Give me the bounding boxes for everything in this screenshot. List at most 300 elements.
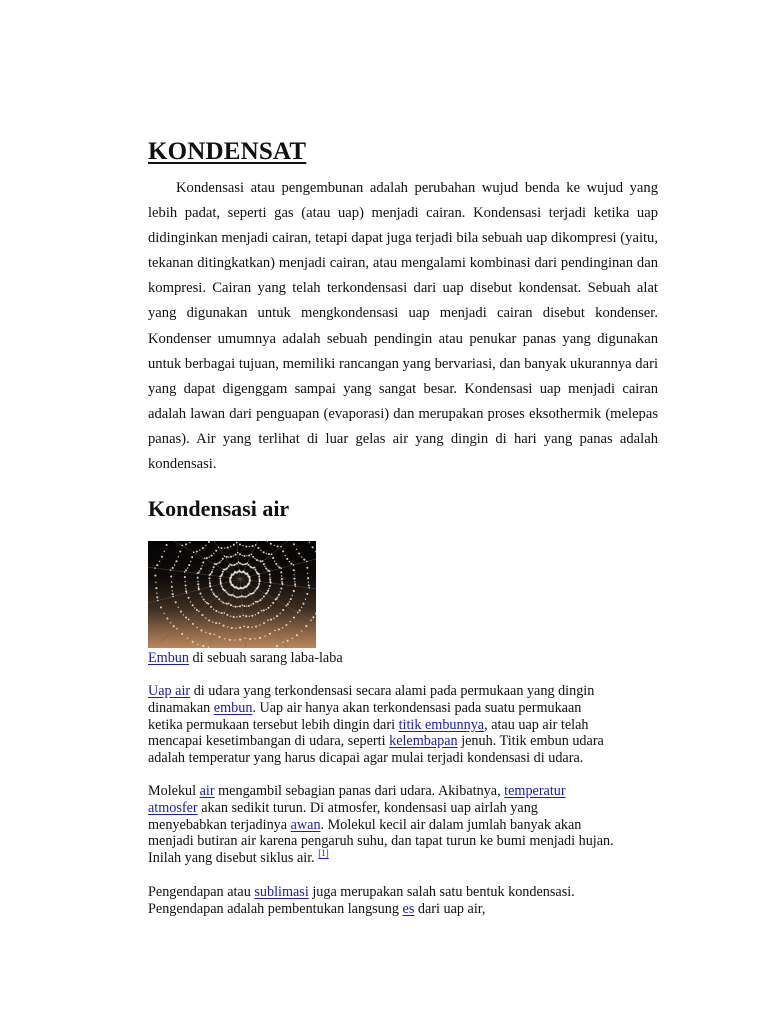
dew-drop bbox=[259, 637, 261, 639]
dew-drop bbox=[224, 603, 225, 604]
dew-drop bbox=[185, 581, 186, 582]
embun-link[interactable]: embun bbox=[213, 699, 253, 716]
dew-drop bbox=[200, 568, 202, 570]
dew-drop bbox=[213, 609, 214, 610]
dew-drop bbox=[219, 578, 221, 580]
dew-drop bbox=[204, 558, 205, 559]
dew-drop bbox=[295, 585, 296, 586]
text-line bbox=[148, 884, 668, 901]
dew-drop bbox=[166, 544, 168, 546]
dew-drop bbox=[220, 601, 221, 602]
dew-drop bbox=[308, 584, 310, 586]
dew-drop bbox=[270, 605, 271, 606]
dew-drop bbox=[254, 569, 256, 571]
dew-drop bbox=[261, 610, 262, 611]
dew-drop bbox=[154, 575, 156, 577]
dew-drop bbox=[251, 626, 252, 627]
dew-drop bbox=[187, 567, 188, 568]
dew-drop bbox=[230, 616, 231, 617]
text-run: . Molekul kecil air dalam jumlah banyak akan bbox=[320, 816, 582, 833]
dew-drop bbox=[159, 561, 160, 562]
text-run: Pengendapan adalah pembentukan langsung bbox=[148, 900, 403, 917]
dew-drop bbox=[208, 619, 210, 621]
dew-drop bbox=[208, 603, 209, 604]
dew-drop bbox=[200, 629, 202, 631]
dew-drop bbox=[194, 607, 195, 608]
dew-drop bbox=[301, 607, 302, 608]
dew-drop bbox=[236, 616, 237, 617]
dew-drop bbox=[272, 557, 274, 559]
dew-drop bbox=[172, 593, 174, 595]
dew-drop bbox=[205, 617, 206, 618]
dew-drop bbox=[267, 620, 268, 621]
text-run: menyebabkan terjadinya bbox=[148, 816, 291, 833]
dew-drop bbox=[202, 645, 204, 647]
dew-drop bbox=[190, 601, 191, 602]
dew-drop bbox=[196, 550, 198, 552]
dew-drop bbox=[264, 566, 265, 567]
dew-drop bbox=[267, 541, 268, 542]
dew-drop bbox=[307, 577, 309, 579]
dew-drop bbox=[275, 563, 277, 565]
dew-drop bbox=[236, 562, 238, 564]
temperatur-link[interactable]: temperatur bbox=[504, 783, 566, 799]
text-line: menjadi butiran air karena pengaruh suhu, dan tapat turun ke bumi menjadi hujan. bbox=[148, 833, 614, 850]
dew-drop bbox=[242, 563, 244, 565]
dew-drop bbox=[267, 607, 269, 609]
dew-drop bbox=[218, 612, 219, 613]
dew-drop bbox=[202, 561, 204, 563]
dew-drop bbox=[258, 575, 260, 577]
dew-drop bbox=[296, 634, 298, 636]
dew-drop bbox=[268, 588, 269, 589]
dew-drop bbox=[203, 598, 205, 600]
dew-drop bbox=[306, 567, 308, 569]
dew-drop bbox=[270, 543, 272, 545]
dew-drop bbox=[302, 603, 304, 605]
dew-drop bbox=[252, 603, 254, 605]
dew-drop bbox=[213, 553, 214, 554]
dew-drop bbox=[293, 543, 295, 545]
dew-drop bbox=[296, 549, 297, 550]
dew-drop bbox=[274, 630, 275, 631]
dew-drop bbox=[191, 556, 193, 558]
dew-drop bbox=[197, 577, 199, 579]
dew-drop bbox=[244, 626, 245, 627]
dew-drop bbox=[262, 560, 263, 561]
dew-drop bbox=[210, 606, 212, 608]
spiderweb-illustration bbox=[148, 541, 316, 648]
dew-drop bbox=[212, 592, 213, 593]
dew-drop bbox=[185, 584, 187, 586]
dew-drop bbox=[263, 609, 265, 611]
dew-drop bbox=[309, 587, 310, 588]
dew-drop bbox=[215, 610, 217, 612]
dew-drop bbox=[290, 621, 291, 622]
dew-drop bbox=[157, 600, 158, 601]
dew-drop bbox=[247, 563, 248, 564]
paragraph-pengendapan bbox=[148, 884, 668, 918]
es-link[interactable]: es bbox=[402, 900, 415, 917]
text-run: , atau uap air telah bbox=[484, 716, 589, 733]
dew-drop bbox=[224, 547, 225, 548]
dew-drop bbox=[192, 604, 194, 606]
dew-drop bbox=[276, 645, 278, 647]
dew-drop bbox=[215, 622, 217, 624]
dew-drop bbox=[301, 630, 302, 631]
dew-drop bbox=[156, 593, 157, 594]
dew-drop bbox=[297, 612, 298, 613]
dew-drop bbox=[234, 639, 235, 640]
dew-drop bbox=[269, 571, 270, 572]
dew-drop bbox=[227, 593, 228, 594]
dew-drop bbox=[233, 555, 234, 556]
text-line bbox=[148, 783, 668, 800]
dew-drop bbox=[239, 627, 241, 629]
dew-drop bbox=[245, 638, 246, 639]
dew-drop bbox=[281, 578, 283, 580]
dew-drop bbox=[254, 558, 255, 559]
dew-drop bbox=[208, 577, 210, 579]
dew-drop bbox=[222, 573, 223, 574]
dew-drop bbox=[184, 576, 186, 578]
text-run: dinamakan bbox=[148, 699, 214, 716]
web-thread bbox=[240, 579, 295, 648]
dew-drop bbox=[211, 571, 213, 573]
dew-drop bbox=[217, 563, 218, 564]
dew-drop bbox=[309, 542, 310, 543]
dew-drop bbox=[269, 573, 271, 575]
dew-drop bbox=[262, 598, 263, 599]
dew-drop bbox=[198, 586, 199, 587]
dew-drop bbox=[270, 619, 272, 621]
dew-drop bbox=[269, 578, 271, 580]
dew-drop bbox=[256, 559, 258, 561]
dew-drop bbox=[155, 587, 157, 589]
dew-drop bbox=[298, 552, 300, 554]
dew-drop bbox=[221, 585, 223, 587]
dew-drop bbox=[245, 545, 247, 547]
dew-drop bbox=[239, 605, 241, 607]
dew-drop bbox=[208, 541, 210, 543]
dew-drop bbox=[268, 553, 270, 555]
dew-drop bbox=[233, 616, 235, 618]
dew-drop bbox=[236, 542, 237, 543]
dew-drop bbox=[156, 596, 158, 598]
dew-drop bbox=[198, 571, 200, 573]
dew-drop bbox=[218, 547, 219, 548]
dew-drop bbox=[247, 564, 249, 566]
dew-drop bbox=[269, 577, 270, 578]
dew-drop bbox=[179, 550, 181, 552]
dew-drop bbox=[263, 551, 265, 553]
dew-drop bbox=[246, 606, 247, 607]
dew-drop bbox=[219, 623, 220, 624]
dew-drop bbox=[285, 624, 287, 626]
dew-drop bbox=[293, 590, 295, 592]
dew-drop bbox=[231, 627, 233, 629]
dew-drop bbox=[197, 583, 199, 585]
dew-drop bbox=[277, 565, 278, 566]
embun-caption-link[interactable]: Embun bbox=[148, 650, 189, 666]
dew-drop bbox=[208, 646, 209, 647]
dew-drop bbox=[257, 612, 259, 614]
dew-drop bbox=[237, 552, 238, 553]
dew-drop bbox=[252, 545, 254, 547]
dew-drop bbox=[227, 567, 228, 568]
dew-drop bbox=[249, 638, 251, 640]
dew-drop bbox=[293, 569, 295, 571]
dew-drop bbox=[218, 598, 220, 600]
dew-drop bbox=[247, 626, 249, 628]
dew-drop bbox=[202, 547, 204, 549]
dew-drop bbox=[227, 626, 228, 627]
dew-drop bbox=[222, 558, 224, 560]
dew-drop bbox=[210, 589, 212, 591]
dew-drop bbox=[172, 590, 173, 591]
dew-drop bbox=[259, 581, 260, 582]
dew-drop bbox=[280, 546, 281, 547]
dew-drop bbox=[172, 567, 174, 569]
titik-embunnya-link[interactable]: titik embunnya bbox=[398, 716, 485, 733]
dew-drop bbox=[237, 606, 238, 607]
dew-drop bbox=[277, 596, 278, 597]
dew-drop bbox=[258, 573, 259, 574]
text-line bbox=[148, 850, 668, 867]
dew-drop bbox=[178, 607, 179, 608]
dew-drop bbox=[282, 642, 283, 643]
dew-drop bbox=[175, 601, 177, 603]
dew-drop bbox=[205, 545, 206, 546]
dew-drop bbox=[180, 610, 182, 612]
dew-drop bbox=[174, 564, 175, 565]
dew-drop bbox=[190, 561, 191, 562]
dew-drop bbox=[209, 633, 211, 635]
dew-drop bbox=[154, 567, 155, 568]
paragraph-uap-air bbox=[148, 683, 668, 767]
dew-drop bbox=[245, 615, 247, 617]
text-run: dari uap air, bbox=[414, 900, 486, 917]
dew-drop bbox=[234, 606, 236, 608]
dew-drop bbox=[254, 589, 256, 591]
dew-drop bbox=[266, 609, 267, 610]
dew-drop bbox=[222, 601, 224, 603]
dew-drop bbox=[160, 606, 162, 608]
dew-drop bbox=[224, 612, 225, 613]
dew-drop bbox=[273, 618, 274, 619]
dew-drop bbox=[206, 557, 208, 559]
dew-drop bbox=[251, 554, 252, 555]
image-caption bbox=[148, 649, 343, 667]
text-run: ketika permukaan tersebut lebih dingin dari bbox=[148, 716, 399, 733]
dew-drop bbox=[233, 544, 235, 546]
dew-drop bbox=[251, 615, 253, 617]
dew-drop bbox=[197, 644, 198, 645]
dew-drop bbox=[185, 543, 187, 545]
dew-drop bbox=[199, 549, 200, 550]
dew-drop bbox=[224, 556, 225, 557]
dew-drop bbox=[206, 602, 208, 604]
text-line bbox=[148, 817, 668, 834]
text-run: mencapai kesetimbangan di udara, seperti bbox=[148, 733, 390, 750]
dew-drop bbox=[230, 556, 232, 558]
dew-drop bbox=[209, 584, 210, 585]
dew-drop bbox=[241, 595, 242, 596]
dew-drop bbox=[201, 614, 203, 616]
dew-drop bbox=[181, 633, 183, 635]
dew-drop bbox=[269, 633, 271, 635]
dew-drop bbox=[292, 638, 293, 639]
dew-drop bbox=[290, 563, 292, 565]
text-line bbox=[148, 901, 668, 918]
text-run: di udara yang terkondensasi secara alami pada permukaan yang dingin bbox=[190, 683, 595, 699]
dew-drop bbox=[264, 636, 265, 637]
dew-drop bbox=[224, 638, 225, 639]
dew-drop bbox=[294, 581, 295, 582]
dew-drop bbox=[282, 609, 284, 611]
dew-drop bbox=[192, 641, 194, 643]
paragraph-molekul-air bbox=[148, 783, 668, 867]
dew-drop bbox=[199, 570, 200, 571]
dew-drop bbox=[205, 601, 206, 602]
dew-drop bbox=[305, 599, 306, 600]
dew-drop bbox=[289, 561, 290, 562]
dew-drop bbox=[183, 614, 184, 615]
dew-drop bbox=[238, 561, 239, 562]
dew-drop bbox=[229, 639, 231, 641]
dew-drop bbox=[243, 555, 245, 557]
dew-drop bbox=[272, 602, 274, 604]
dew-drop bbox=[280, 613, 281, 614]
dew-drop bbox=[275, 599, 276, 600]
dew-drop bbox=[282, 584, 283, 585]
dew-drop bbox=[239, 596, 241, 598]
dew-drop bbox=[310, 620, 311, 621]
dew-drop bbox=[201, 596, 202, 597]
dew-drop bbox=[212, 569, 213, 570]
dew-drop bbox=[256, 601, 258, 603]
dew-drop bbox=[222, 587, 223, 588]
dew-drop bbox=[239, 543, 241, 545]
dew-drop bbox=[292, 595, 293, 596]
dew-drop bbox=[255, 614, 256, 615]
dew-drop bbox=[215, 550, 217, 552]
dew-drop bbox=[299, 609, 301, 611]
dew-drop bbox=[188, 619, 189, 620]
dew-drop bbox=[252, 556, 254, 558]
dew-drop bbox=[182, 545, 183, 546]
dew-drop bbox=[184, 571, 185, 572]
dew-drop bbox=[239, 639, 241, 641]
dew-drop bbox=[235, 628, 236, 629]
dew-drop bbox=[263, 622, 265, 624]
dew-drop bbox=[175, 560, 177, 562]
dew-drop bbox=[228, 565, 230, 567]
dew-drop bbox=[214, 634, 215, 635]
dew-drop bbox=[185, 569, 187, 571]
web-thread bbox=[185, 541, 240, 579]
dew-drop bbox=[239, 615, 241, 617]
dew-drop bbox=[278, 566, 280, 568]
air-link[interactable]: air bbox=[199, 783, 215, 799]
text-line bbox=[148, 733, 668, 750]
sublimasi-link[interactable]: sublimasi bbox=[254, 884, 309, 900]
dew-drop bbox=[293, 578, 295, 580]
dew-drop bbox=[222, 571, 224, 573]
dew-drop bbox=[277, 545, 279, 547]
kelembapan-link[interactable]: kelembapan bbox=[389, 733, 458, 750]
dew-drop bbox=[210, 573, 211, 574]
dew-drop bbox=[226, 556, 228, 558]
dew-drop bbox=[242, 605, 243, 606]
dew-drop bbox=[197, 581, 198, 582]
dew-drop bbox=[287, 603, 289, 605]
reference-1-link[interactable]: [1] bbox=[318, 848, 329, 859]
dew-drop bbox=[257, 547, 259, 549]
dew-drop bbox=[205, 632, 206, 633]
dew-drop bbox=[220, 560, 221, 561]
dew-drop bbox=[286, 558, 288, 560]
dew-drop bbox=[249, 580, 250, 581]
awan-link[interactable]: awan bbox=[290, 816, 321, 833]
uap-air-link[interactable]: Uap air bbox=[148, 683, 191, 699]
dew-drop bbox=[248, 594, 250, 596]
dew-drop bbox=[258, 601, 259, 602]
dew-drop bbox=[269, 585, 271, 587]
dew-drop bbox=[185, 588, 186, 589]
dew-drop bbox=[236, 596, 238, 598]
dew-drop bbox=[282, 550, 284, 552]
dew-drop bbox=[155, 582, 156, 583]
dew-spiderweb-image bbox=[148, 541, 316, 648]
dew-drop bbox=[243, 615, 244, 616]
dew-drop bbox=[267, 590, 269, 592]
dew-drop bbox=[290, 598, 292, 600]
dew-drop bbox=[164, 613, 165, 614]
dew-drop bbox=[178, 556, 179, 557]
dew-drop bbox=[249, 616, 250, 617]
dew-drop bbox=[312, 616, 314, 618]
atmosfer-link[interactable]: atmosfer bbox=[148, 799, 198, 816]
dew-drop bbox=[303, 559, 305, 561]
dew-drop bbox=[166, 617, 168, 619]
dew-drop bbox=[226, 591, 228, 593]
dew-drop bbox=[213, 593, 215, 595]
dew-drop bbox=[164, 551, 165, 552]
dew-drop bbox=[226, 603, 228, 605]
dew-drop bbox=[210, 555, 212, 557]
dew-drop bbox=[315, 551, 316, 552]
dew-drop bbox=[234, 554, 236, 556]
dew-drop bbox=[278, 594, 280, 596]
dew-drop bbox=[308, 582, 309, 583]
text-run: jenuh. Titik embun udara bbox=[457, 733, 604, 750]
dew-drop bbox=[188, 564, 190, 566]
dew-drop bbox=[278, 628, 280, 630]
dew-drop bbox=[215, 563, 217, 565]
dew-drop bbox=[156, 564, 158, 566]
dew-drop bbox=[312, 546, 314, 548]
dew-drop bbox=[185, 590, 187, 592]
dew-drop bbox=[226, 614, 228, 616]
text-run: juga merupakan salah satu bentuk kondensasi. bbox=[308, 884, 575, 900]
dew-drop bbox=[254, 567, 255, 568]
dew-drop bbox=[221, 547, 223, 549]
dew-drop bbox=[265, 567, 267, 569]
dew-drop bbox=[185, 617, 187, 619]
dew-drop bbox=[228, 556, 229, 557]
dew-drop bbox=[209, 580, 210, 581]
